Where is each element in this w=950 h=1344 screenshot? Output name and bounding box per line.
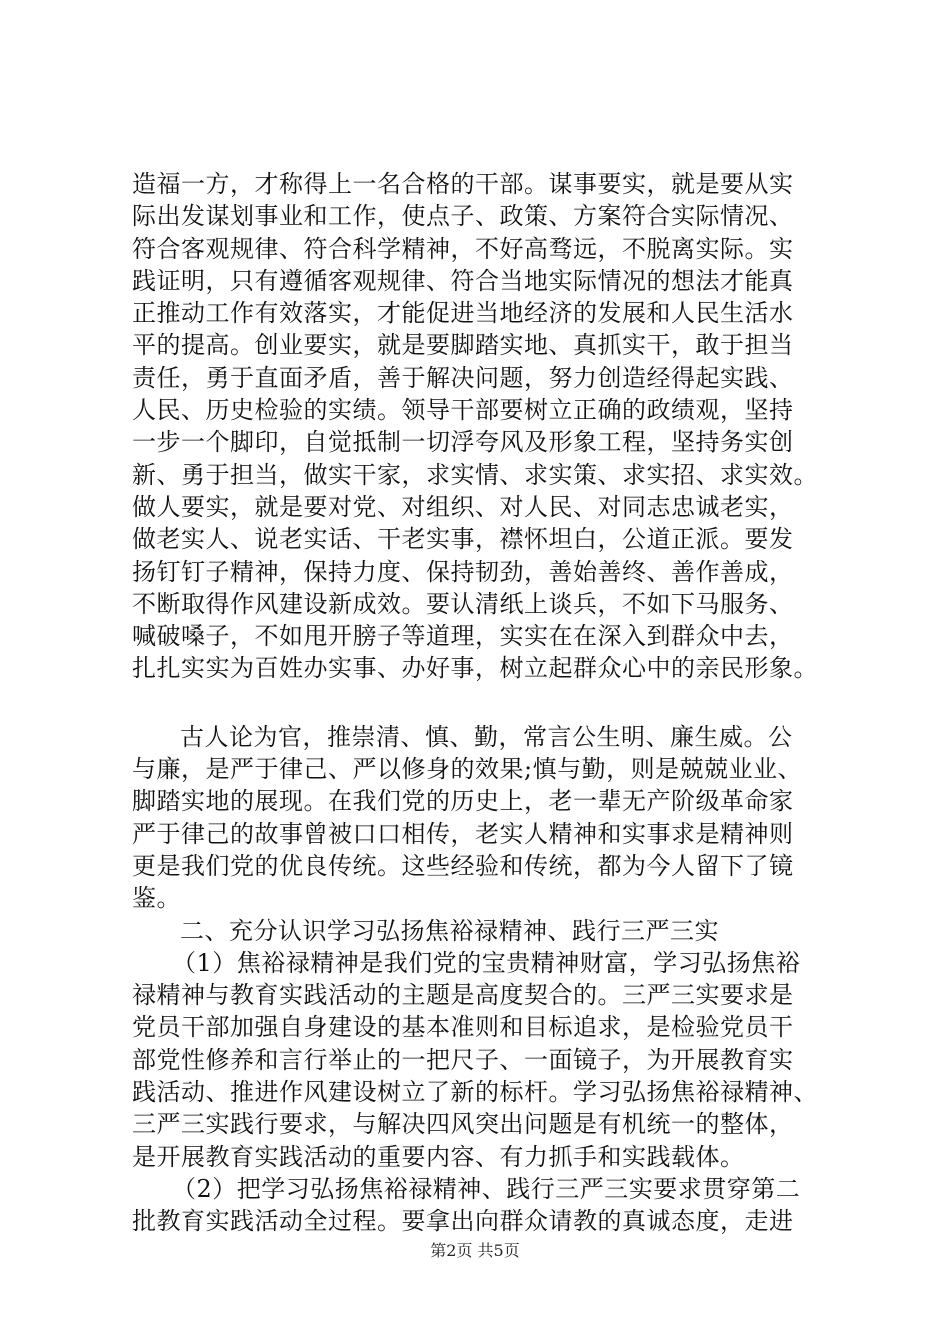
text-line: 扬钉钉子精神，保持力度、保持韧劲，善始善终、善作善成， [132, 557, 794, 586]
text-line: 不断取得作风建设新成效。要认清纸上谈兵，不如下马服务、 [132, 589, 794, 618]
text-line: 正推动工作有效落实，才能促进当地经济的发展和人民生活水 [132, 299, 794, 328]
text-line: 人民、历史检验的实绩。领导干部要树立正确的政绩观，坚持 [132, 396, 794, 425]
list-item-1 [132, 947, 832, 1173]
text-line: 平的提高。创业要实，就是要脚踏实地、真抓实干，敢于担当 [132, 331, 794, 360]
text-line: 批教育实践活动全过程。要拿出向群众请教的真诚态度，走进 [132, 1207, 794, 1236]
text-line: 喊破嗓子，不如甩开膀子等道理，实实在在深入到群众中去， [132, 622, 794, 651]
text-line: 际出发谋划事业和工作，使点子、政策、方案符合实际情况、 [132, 202, 794, 231]
page-number-footer: 第2页 共5页 [430, 1241, 520, 1260]
text-line: 扎扎实实为百姓办实事、办好事，树立起群众心中的亲民形象。 [132, 654, 818, 683]
section-heading: 二、充分认识学习弘扬焦裕禄精神、践行三严三实 [180, 916, 719, 945]
text-line: 脚踏实地的展现。在我们党的历史上，老一辈无产阶级革命家 [132, 787, 794, 816]
text-line: 践证明，只有遵循客观规律、符合当地实际情况的想法才能真 [132, 266, 794, 295]
text-line: 部党性修养和言行举止的一把尺子、一面镜子，为开展教育实 [132, 1045, 794, 1074]
text-line: 做老实人、说老实话、干老实事，襟怀坦白，公道正派。要发 [132, 525, 794, 554]
text-line: 更是我们党的优良传统。这些经验和传统，都为今人留下了镜 [132, 851, 794, 880]
text-line: 严于律己的故事曾被口口相传，老实人精神和实事求是精神则 [132, 819, 794, 848]
list-item-2 [132, 1173, 832, 1238]
paragraph-gap [132, 685, 832, 721]
document-body [132, 168, 832, 1238]
text-line: 党员干部加强自身建设的基本准则和目标追求，是检验党员干 [132, 1013, 794, 1042]
text-line: 禄精神与教育实践活动的主题是高度契合的。三严三实要求是 [132, 981, 794, 1010]
text-line: （1）焦裕禄精神是我们党的宝贵精神财富，学习弘扬焦裕 [172, 948, 801, 977]
text-line: 造福一方，才称得上一名合格的干部。谋事要实，就是要从实 [132, 170, 794, 198]
text-line: 新、勇于担当，做实干家，求实情、求实策、求实招、求实效。 [132, 460, 818, 489]
text-line: 一步一个脚印，自觉抵制一切浮夸风及形象工程，坚持务实创 [132, 428, 794, 457]
text-line: 是开展教育实践活动的重要内容、有力抓手和实践载体。 [132, 1142, 745, 1171]
text-line: 古人论为官，推崇清、慎、勤，常言公生明、廉生威。公 [180, 722, 793, 751]
text-line: 做人要实，就是要对党、对组织、对人民、对同志忠诚老实， [132, 492, 794, 521]
text-line: 三严三实践行要求，与解决四风突出问题是有机统一的整体， [132, 1110, 794, 1139]
text-line: 践活动、推进作风建设树立了新的标杆。学习弘扬焦裕禄精神、 [132, 1078, 818, 1107]
text-line: 责任，勇于直面矛盾，善于解决问题，努力创造经得起实践、 [132, 363, 794, 392]
text-line: （2）把学习弘扬焦裕禄精神、践行三严三实要求贯穿第二 [172, 1174, 801, 1203]
paragraph-2 [132, 721, 832, 915]
text-line: 鉴。 [132, 884, 181, 913]
paragraph-1 [132, 168, 832, 685]
text-line: 符合客观规律、符合科学精神，不好高骛远，不脱离实际。实 [132, 234, 794, 263]
text-line: 与廉，是严于律己、严以修身的效果;慎与勤，则是兢兢业业、 [132, 755, 803, 784]
